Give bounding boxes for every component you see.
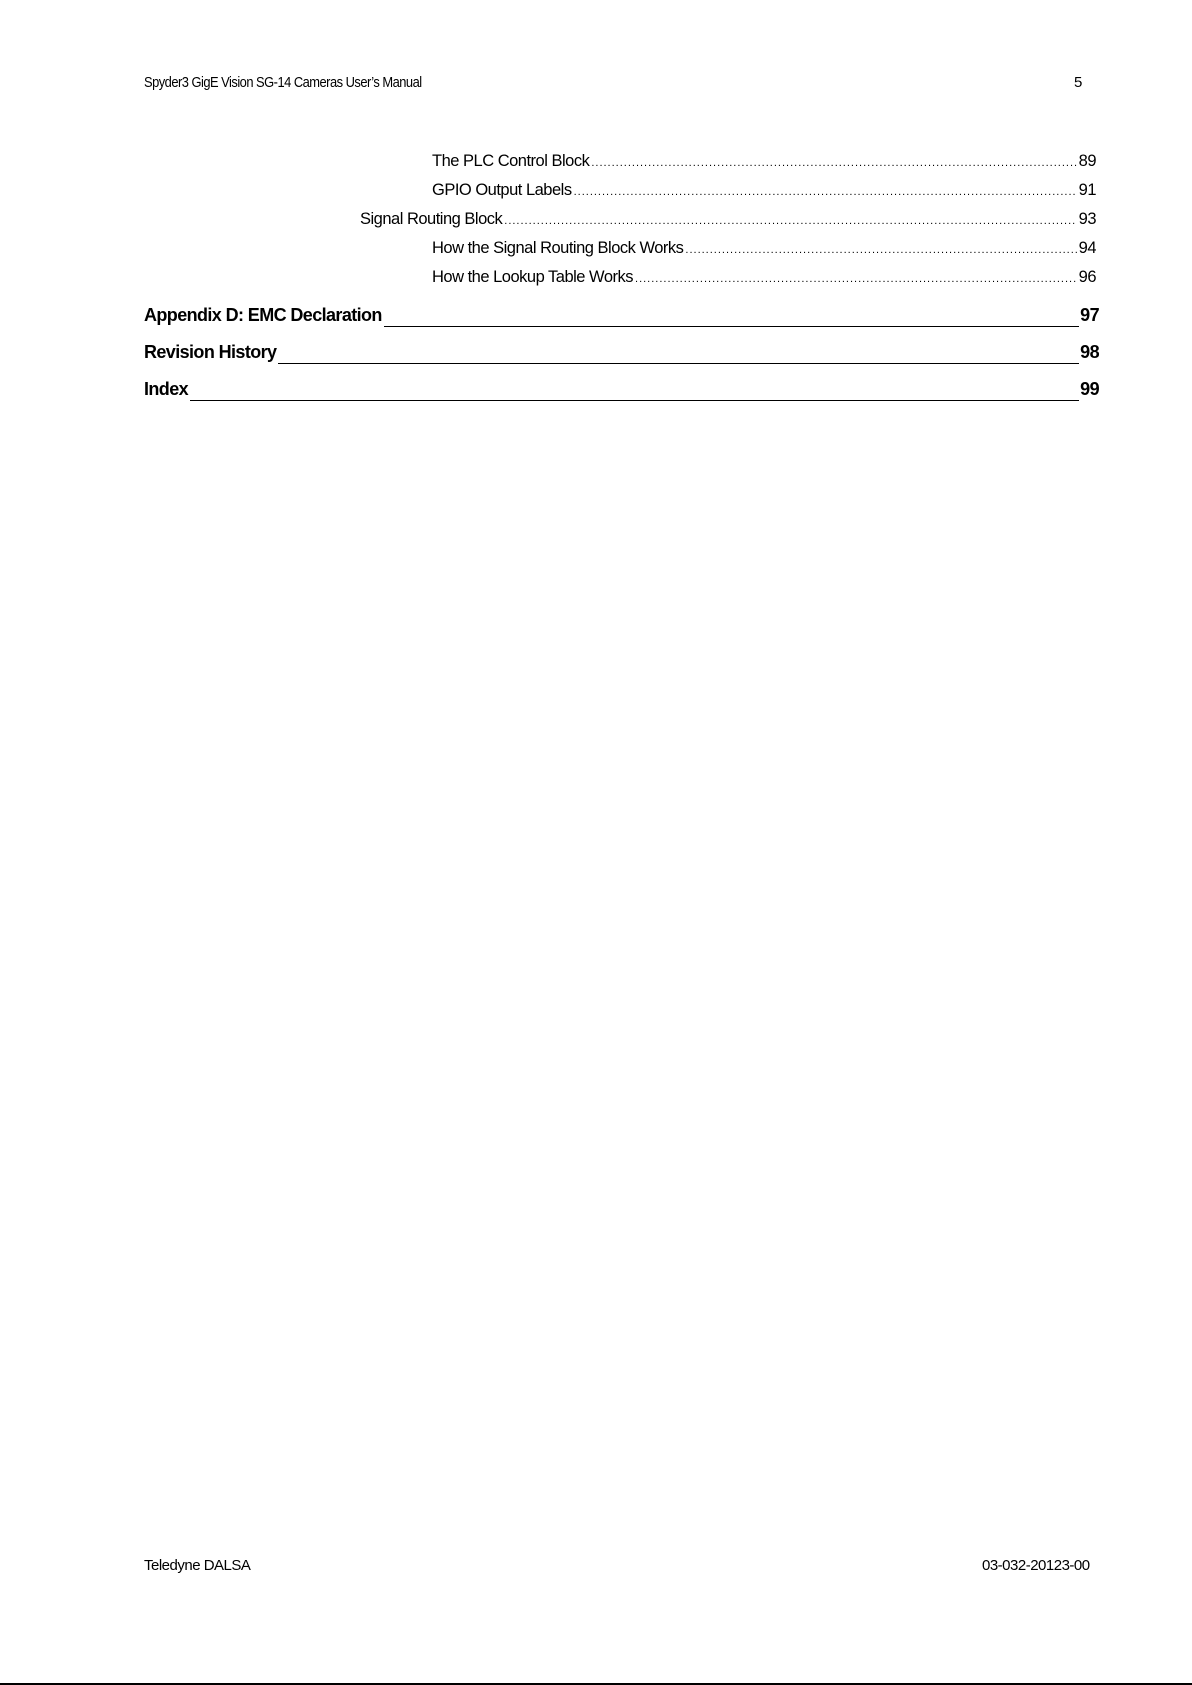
toc-entry-page: 91 bbox=[1078, 181, 1096, 199]
toc-dot-leader bbox=[504, 215, 1076, 227]
toc-entry-page: 97 bbox=[1080, 305, 1099, 325]
toc-entry-title: The PLC Control Block bbox=[432, 152, 590, 170]
toc-dot-leader bbox=[685, 244, 1076, 256]
toc-line-leader bbox=[384, 325, 1079, 327]
toc-entry-gpio-output-labels[interactable] bbox=[432, 181, 1096, 207]
toc-line-leader bbox=[278, 362, 1079, 364]
toc-dot-leader bbox=[591, 157, 1076, 169]
running-header-title: Spyder3 GigE Vision SG-14 Cameras User’s Manual bbox=[144, 74, 422, 91]
toc-entry-title: Signal Routing Block bbox=[360, 210, 503, 228]
toc-entry-appendix-d-emc-declaration[interactable] bbox=[144, 305, 1099, 333]
toc-dot-leader bbox=[635, 273, 1077, 285]
toc-entry-title: Appendix D: EMC Declaration bbox=[144, 305, 382, 325]
toc-entry-page: 94 bbox=[1078, 239, 1096, 257]
toc-entry-page: 99 bbox=[1080, 379, 1099, 399]
toc-entry-signal-routing-block-works[interactable] bbox=[432, 239, 1096, 265]
toc-entry-title: GPIO Output Labels bbox=[432, 181, 572, 199]
footer-company: Teledyne DALSA bbox=[144, 1557, 251, 1574]
toc-dot-leader bbox=[574, 186, 1077, 198]
toc-entry-signal-routing-block[interactable] bbox=[360, 210, 1096, 236]
toc-entry-page: 96 bbox=[1078, 268, 1096, 286]
toc-entry-title: Index bbox=[144, 379, 189, 399]
toc-line-leader bbox=[190, 399, 1079, 401]
toc-entry-title: How the Lookup Table Works bbox=[432, 268, 634, 286]
footer-document-number: 03-032-20123-00 bbox=[982, 1557, 1090, 1574]
toc-entry-lookup-table-works[interactable] bbox=[432, 268, 1096, 294]
running-header-page-number: 5 bbox=[1074, 74, 1083, 91]
toc-entry-revision-history[interactable] bbox=[144, 342, 1099, 370]
toc-entry-plc-control-block[interactable] bbox=[432, 152, 1096, 178]
toc-entry-page: 93 bbox=[1078, 210, 1096, 228]
toc-entry-page: 89 bbox=[1078, 152, 1096, 170]
toc-entry-title: How the Signal Routing Block Works bbox=[432, 239, 684, 257]
toc-entry-title: Revision History bbox=[144, 342, 277, 362]
toc-entry-index[interactable] bbox=[144, 379, 1099, 407]
toc-entry-page: 98 bbox=[1080, 342, 1099, 362]
